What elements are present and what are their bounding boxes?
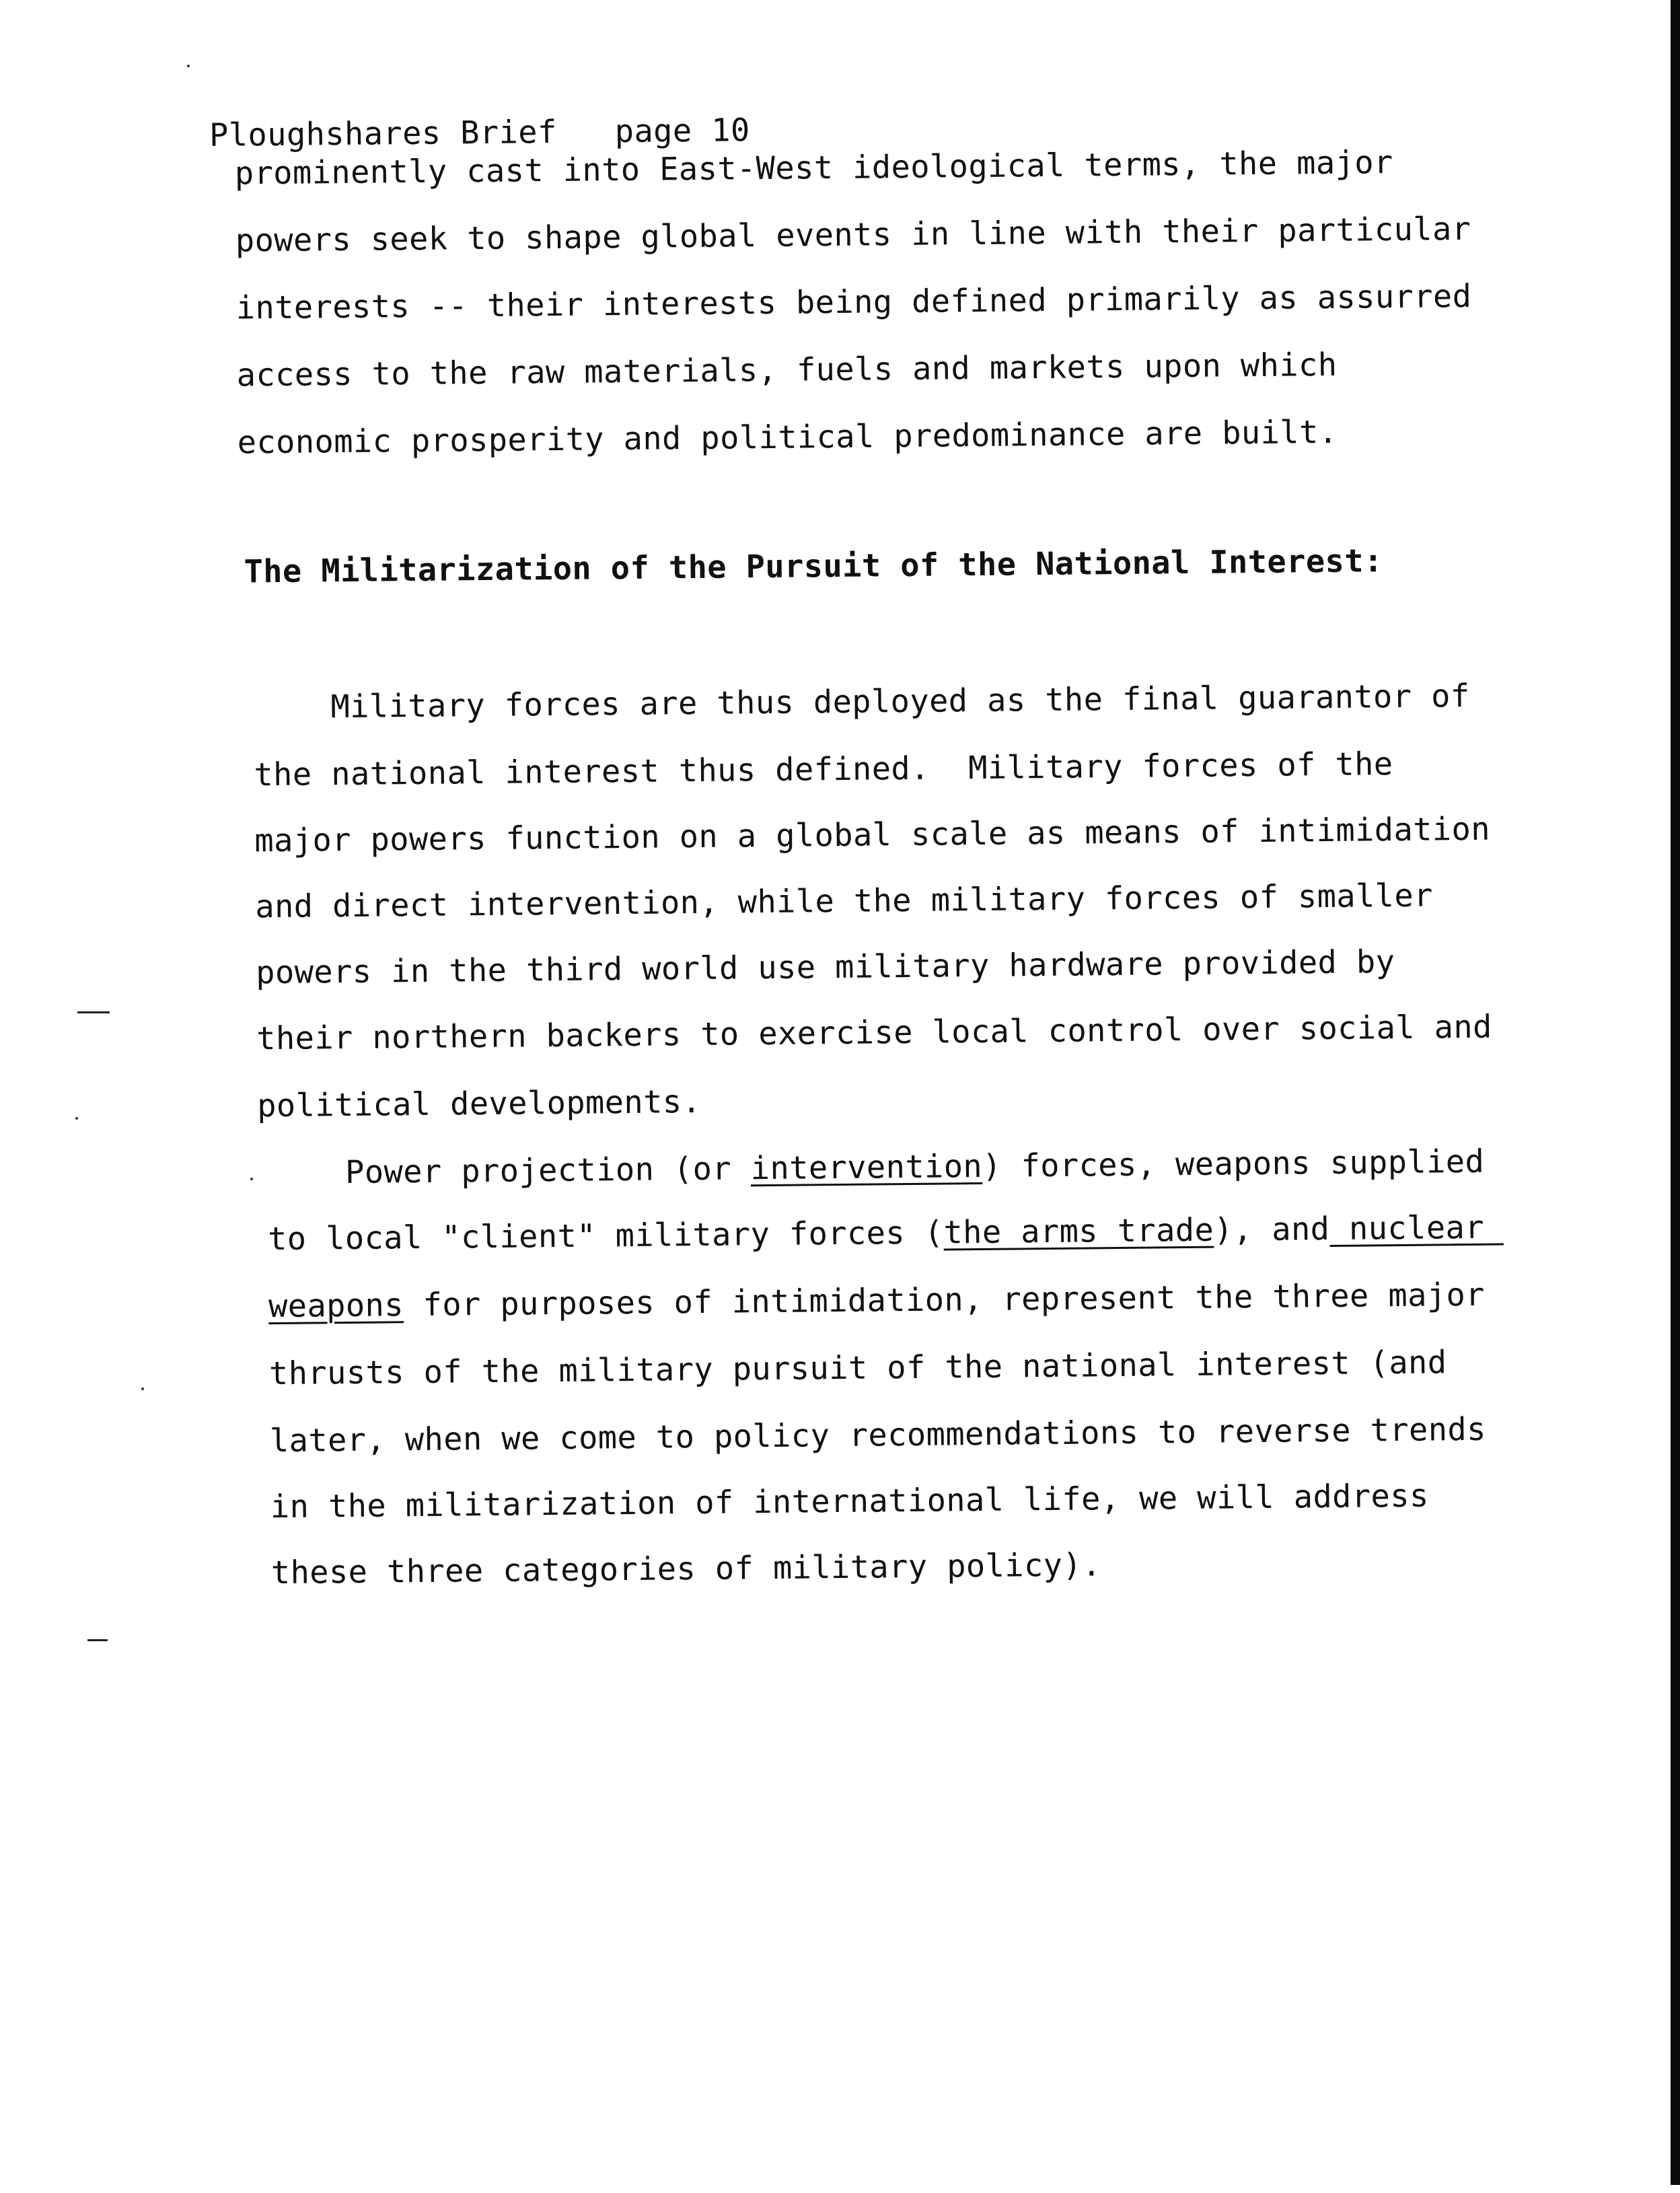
underlined-term-weapons: weapons	[268, 1287, 404, 1326]
scan-speck	[250, 1178, 253, 1180]
section-heading: The Militarization of the Pursuit of the National Interest:	[244, 542, 1383, 591]
paragraph-line: powers in the third world use military hardware provided by	[256, 943, 1395, 992]
paragraph-line: in the militarization of international life, we will address	[270, 1477, 1429, 1526]
margin-mark	[87, 1639, 108, 1641]
intro-line: access to the raw materials, fuels and markets upon which	[236, 346, 1338, 394]
underlined-term-nuclear: nuclear	[1329, 1209, 1504, 1248]
intro-line: powers seek to shape global events in line with their particular	[235, 210, 1471, 260]
paragraph-line: major powers function on a global scale as means of intimidation	[254, 810, 1491, 860]
paragraph-line: these three categories of military policy).	[270, 1546, 1102, 1592]
underlined-term-arms-trade: the arms trade	[943, 1211, 1214, 1252]
scan-speck	[141, 1388, 144, 1390]
header-page-number: page 10	[614, 112, 750, 151]
margin-mark	[77, 1011, 110, 1013]
header-title: Ploughshares Brief	[209, 113, 557, 154]
underlined-term-intervention: intervention	[750, 1147, 983, 1188]
paragraph-line: Military forces are thus deployed as the final guarantor of	[330, 677, 1470, 726]
paragraph-line: weapons for purposes of intimidation, represent the three major	[268, 1276, 1486, 1326]
paragraph-line: political developments.	[256, 1083, 702, 1125]
paragraph-line: the national interest thus defined. Military forces of the	[254, 746, 1393, 794]
paragraph-line: thrusts of the military pursuit of the national interest (and	[268, 1344, 1447, 1393]
intro-line: economic prosperity and political predominance are built.	[237, 413, 1338, 462]
paragraph-line: to local "client" military forces (the arms trade), and nuclear	[267, 1209, 1504, 1258]
scan-speck	[75, 1117, 78, 1120]
paragraph-line: Power projection (or intervention) forces, weapons supplied	[344, 1143, 1485, 1192]
scan-speck	[187, 65, 190, 67]
scan-edge-bar	[1671, 0, 1680, 2185]
paragraph-line: their northern backers to exercise local control over social and	[256, 1008, 1492, 1058]
paragraph-line: later, when we come to policy recommendations to reverse trends	[269, 1410, 1487, 1460]
intro-line: interests -- their interests being defined primarily as assurred	[235, 277, 1472, 327]
intro-line: prominently cast into East-West ideological terms, the major	[234, 144, 1393, 192]
paragraph-line: and direct intervention, while the military forces of smaller	[255, 877, 1434, 926]
